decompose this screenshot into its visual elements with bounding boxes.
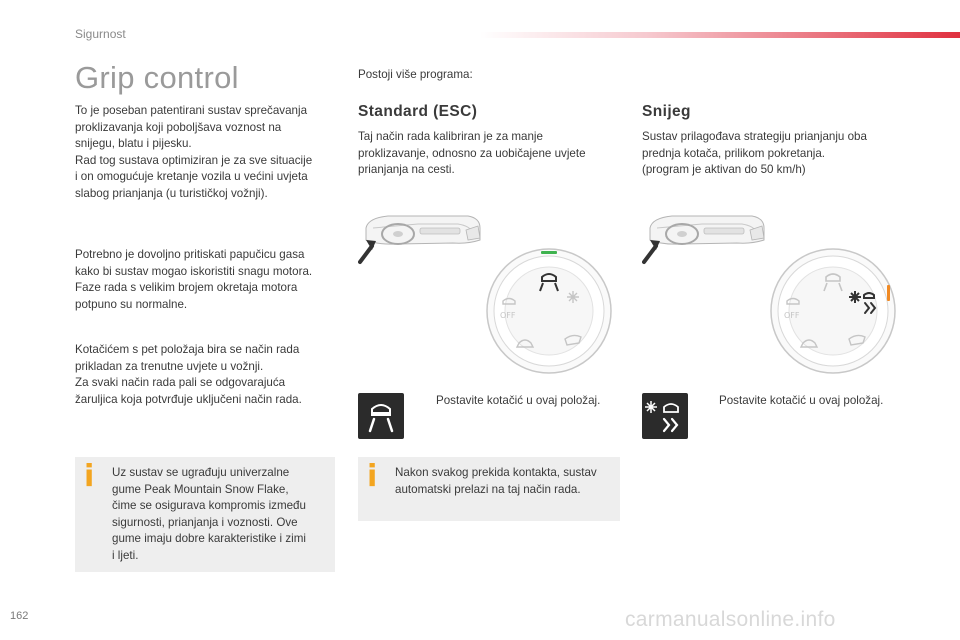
dashboard-illustration-snow	[642, 210, 772, 270]
watermark: carmanualsonline.info	[625, 608, 836, 631]
section-label: Sigurnost	[75, 27, 126, 41]
selector-paragraph: Kotačićem s pet položaja bira se način rada prikladan za trenutne uvjete u vožnji. Za svaki način rada pali se odgovarajuća žaruljica koja potvrđuje uključeni način rada.	[75, 343, 302, 406]
throttle-paragraph: Potrebno je dovoljno pritiskati papučicu gasa kako bi sustav mogao iskoristiti snagu motora. Faze rada s velikim brojem okretaja motora potpuno su normalne.	[75, 248, 313, 311]
tyres-info-text: Uz sustav se ugrađuju univerzalne gume Peak Mountain Snow Flake, čime se osigurava kompromis između sigurnosti, prianjanja i voznosti. Ove gume imaju dobre karakteristike i zimi i ljeti.	[112, 466, 306, 562]
programs-intro: Postoji više programa:	[358, 68, 473, 81]
dashboard-illustration-standard	[358, 210, 488, 270]
info-icon: i	[84, 459, 95, 494]
grip-dial-snow	[769, 247, 897, 375]
active-indicator-led	[887, 285, 890, 301]
info-icon: i	[367, 459, 378, 494]
standard-mode-indicator	[358, 393, 404, 439]
intro-paragraph: To je poseban patentirani sustav sprečavanja proklizavanja koji poboljšava voznost na snijegu, blatu i pijesku. Rad tog sustava optimiziran je za sve situacije i on omogućuje kretanje vozila u većini uvjeta slabog prianjanja (u turističkoj vožnji).	[75, 104, 313, 200]
snow-mode-indicator	[642, 393, 688, 439]
reset-info-text: Nakon svakog prekida kontakta, sustav automatski prelazi na taj način rada.	[395, 466, 597, 496]
off-label: OFF	[784, 311, 800, 320]
snow-heading: Snijeg	[642, 103, 691, 120]
standard-description: Taj način rada kalibriran je za manje proklizavanje, odnosno za uobičajene uvjete prianjanja na cesti.	[358, 130, 586, 176]
standard-heading: Standard (ESC)	[358, 103, 478, 120]
standard-instruction: Postavite kotačić u ovaj položaj.	[436, 394, 601, 407]
page-number: 162	[10, 610, 29, 622]
standard-car-icon	[358, 393, 404, 439]
grip-dial-standard	[485, 247, 613, 375]
header-accent-bar	[480, 32, 960, 38]
snow-description: Sustav prilagođava strategiju prianjanju oba prednja kotača, prilikom pokretanja. (program je aktivan do 50 km/h)	[642, 130, 867, 176]
snow-car-icon	[642, 393, 688, 439]
active-indicator-led	[541, 251, 557, 254]
off-label: OFF	[500, 311, 516, 320]
snow-instruction: Postavite kotačić u ovaj položaj.	[719, 394, 884, 407]
page-title: Grip control	[75, 60, 239, 95]
